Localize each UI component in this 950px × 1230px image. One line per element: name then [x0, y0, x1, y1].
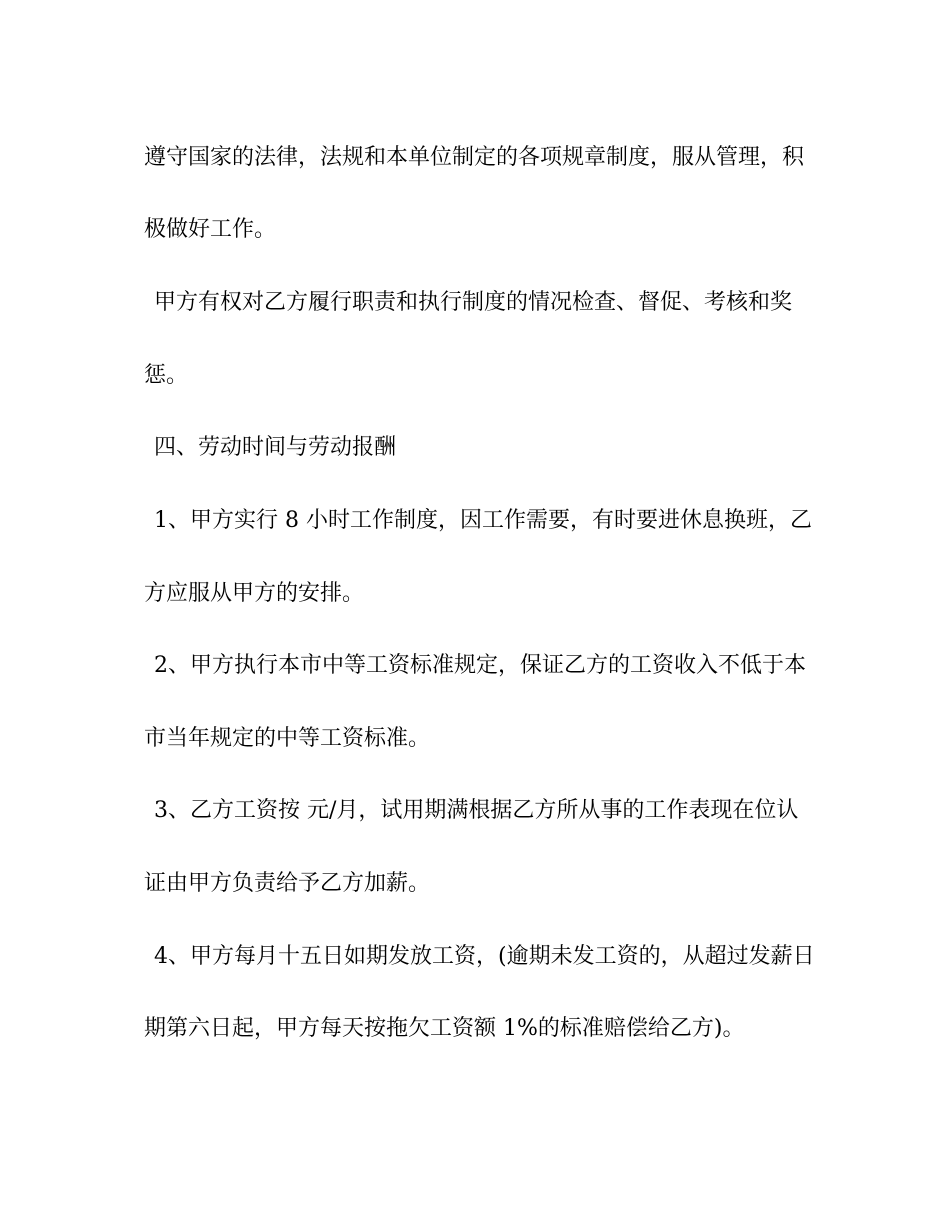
text-line: 1、甲方实行 8 小时工作制度，因工作需要，有时要进休息换班，乙 — [154, 508, 812, 533]
text-line: 4、甲方每月十五日如期发放工资，(逾期未发工资的，从超过发薪日 — [154, 944, 815, 969]
text-line: 方应服从甲方的安排。 — [144, 581, 365, 606]
text-line: 2、甲方执行本市中等工资标准规定，保证乙方的工资收入不低于本 — [154, 653, 806, 678]
text-line: 市当年规定的中等工资标准。 — [144, 726, 431, 751]
text-line: 极做好工作。 — [144, 217, 277, 242]
text-line: 惩。 — [144, 363, 189, 388]
text-line: 期第六日起，甲方每天按拖欠工资额 1%的标准赔偿给乙方)。 — [144, 1016, 745, 1041]
text-line: 遵守国家的法律，法规和本单位制定的各项规章制度，服从管理，积 — [144, 145, 805, 170]
text-line: 3、乙方工资按 元/月，试用期满根据乙方所从事的工作表现在位认 — [154, 798, 799, 823]
text-line: 甲方有权对乙方履行职责和执行制度的情况检查、督促、考核和奖 — [154, 290, 793, 315]
section-heading: 四、劳动时间与劳动报酬 — [154, 435, 397, 460]
text-line: 证由甲方负责给予乙方加薪。 — [144, 871, 431, 896]
